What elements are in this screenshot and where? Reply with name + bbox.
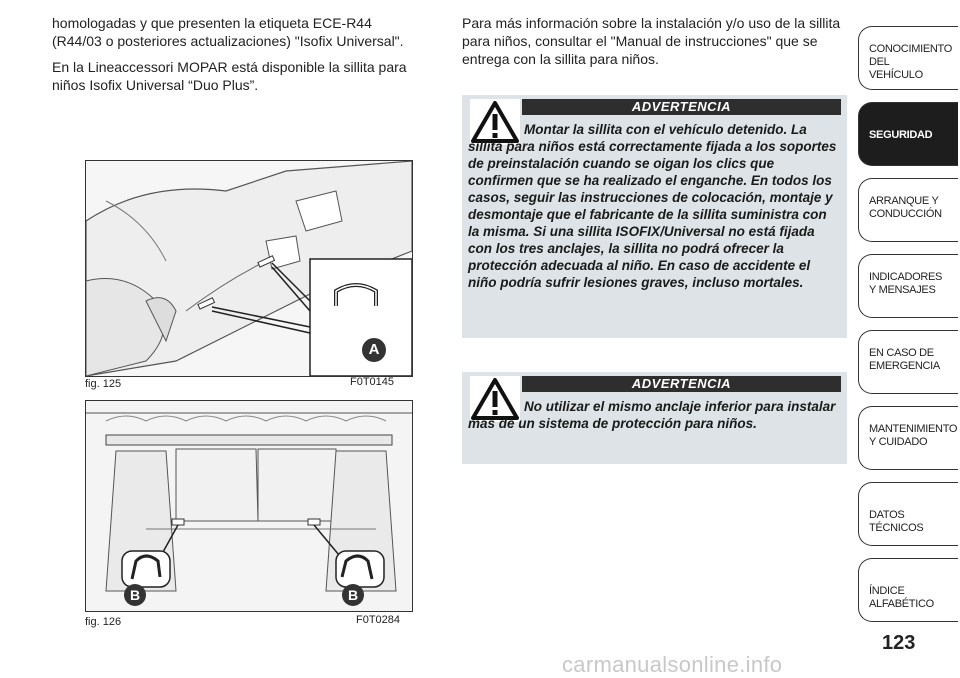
left-column (52, 14, 422, 102)
warning-text: No utilizar el mismo anclaje inferior para instalar más de un sistema de protección para niños. (468, 399, 836, 431)
tab-seguridad[interactable] (858, 102, 958, 166)
figure-125-caption: fig. 125 (85, 378, 122, 390)
figure-125-illustration (85, 160, 413, 377)
warning-text: Montar la sillita con el vehículo detenido. La sillita para niños está correctamente fijada a los soportes de preinstalación cuando se oigan los clics que confirmen que se ha realizado el enganche. En todos los casos, seguir las instrucciones de colocación, montaje y desmontaje que el fabricante de la sillita suministra con la misma. Si una sillita ISOFIX/Universal no está fijada con los tres anclajes, la sillita no podrá ofrecer la protección adecuada al niño. En caso de accidente el niño podría sufrir lesiones graves, incluso mortales. (468, 122, 837, 290)
tab-label: DATOS TÉCNICOS (869, 509, 924, 534)
tab-label: CONOCIMIENTO DEL VEHÍCULO (869, 43, 952, 81)
page-number: 123 (882, 632, 916, 654)
paragraph-manual-reference: Para más información sobre la instalación y/o uso de la sillita para niños, consultar el "Manual de instrucciones" que se entrega con la sillita para niños. (462, 15, 841, 67)
tab-label: INDICADORES Y MENSAJES (869, 271, 943, 296)
tab-label: MANTENIMIENTO Y CUIDADO (869, 423, 958, 448)
tab-indicadores-mensajes[interactable] (858, 254, 958, 318)
rear-seat-drawing (86, 401, 412, 611)
tab-conocimiento-vehiculo[interactable] (858, 26, 958, 90)
figure-126-code: F0T0284 (356, 614, 401, 626)
warning-box-installation (462, 95, 847, 338)
tab-datos-tecnicos[interactable] (858, 482, 958, 546)
callout-b-right: B (342, 584, 364, 606)
figure-125-code: F0T0145 (350, 376, 395, 388)
warning-heading: ADVERTENCIA (522, 99, 841, 115)
tab-mantenimiento-cuidado[interactable] (858, 406, 958, 470)
tab-label: ÍNDICE ALFABÉTICO (869, 585, 934, 610)
tab-emergencia[interactable] (858, 330, 958, 394)
paragraph-isofix-homologation: homologadas y que presenten la etiqueta ECE-R44 (R44/03 o posteriores actualizaciones) "Isofix Universal". (52, 15, 404, 49)
tab-indice-alfabetico[interactable] (858, 558, 958, 622)
right-column (462, 14, 847, 68)
paragraph-duo-plus: En la Lineaccessori MOPAR está disponible la sillita para niños Isofix Universal “Duo Plus”. (52, 59, 407, 93)
callout-b-left: B (124, 584, 146, 606)
tab-label: ARRANQUE Y CONDUCCIÓN (869, 195, 942, 220)
warning-box-anchor (462, 372, 847, 464)
tab-label: SEGURIDAD (869, 129, 933, 141)
watermark: carmanualsonline.info (562, 652, 783, 677)
figure-126-caption: fig. 126 (85, 616, 122, 628)
warning-heading: ADVERTENCIA (522, 376, 841, 392)
figure-126-illustration (85, 400, 413, 612)
tab-arranque-conduccion[interactable] (858, 178, 958, 242)
tab-label: EN CASO DE EMERGENCIA (869, 347, 940, 372)
callout-a: A (362, 338, 386, 362)
